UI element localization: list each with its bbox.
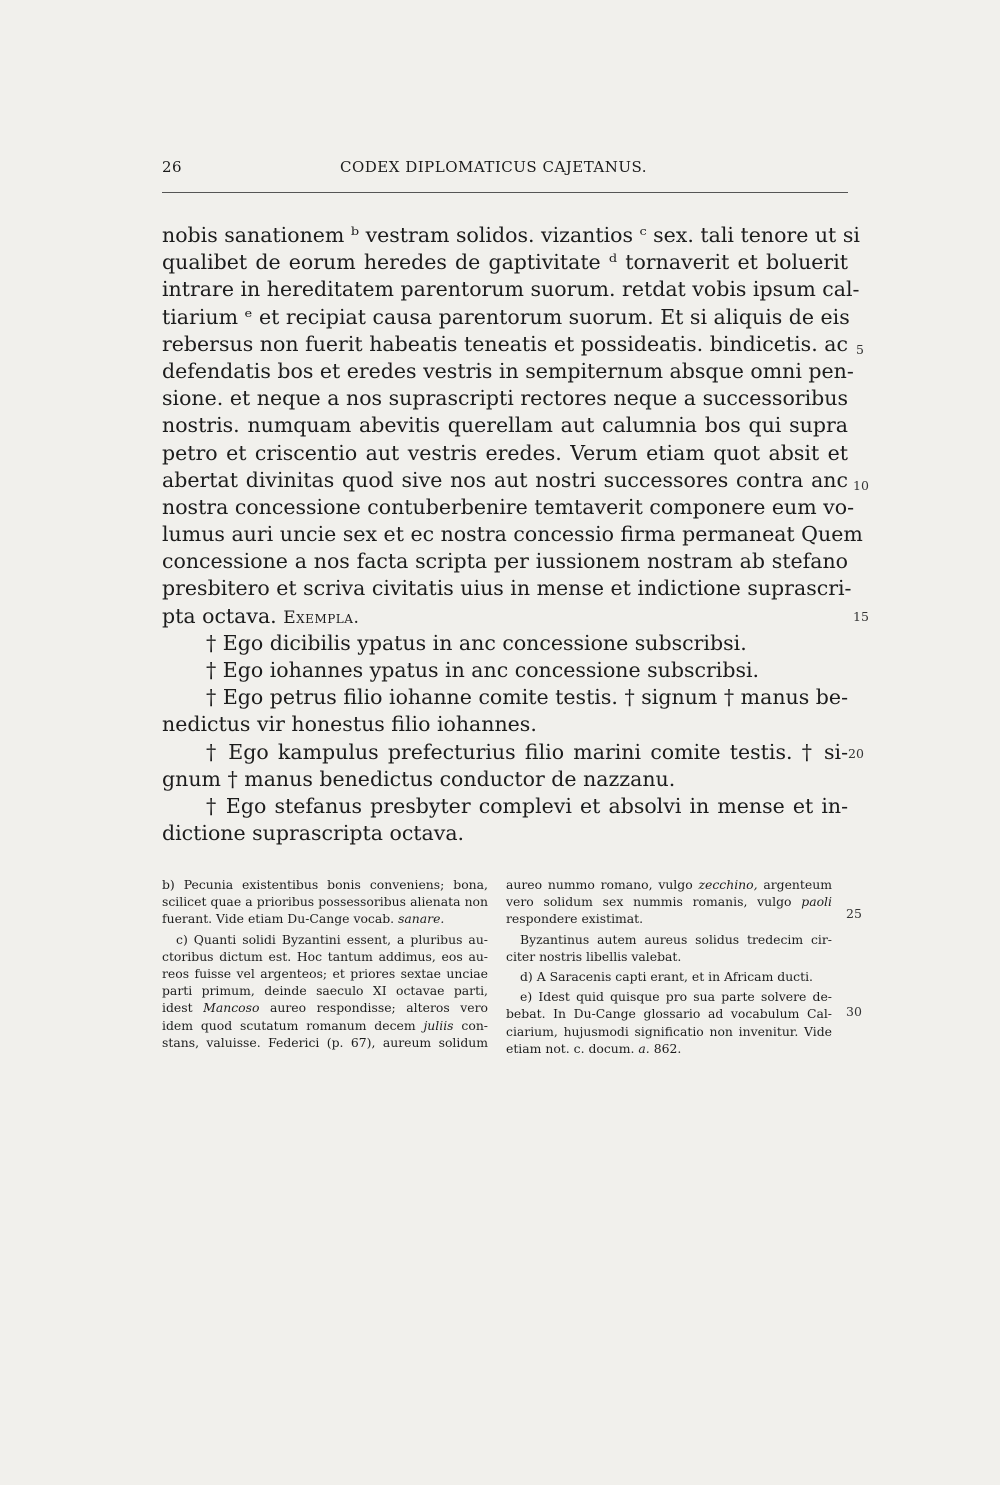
subscription-line: † Ego stefanus presbyter complevi et absolvi in mense et in- <box>206 793 848 818</box>
footnote-line: citer nostris libellis valebat. <box>506 948 682 964</box>
text-line: nobis sanationem ᵇ vestram solidos. vizantios ᶜ sex. tali tenore ut si <box>162 223 860 247</box>
line-number: 20 <box>848 746 864 761</box>
subscription-line: † Ego petrus filio iohanne comite testis. † signum † manus be- <box>206 685 848 710</box>
footnote-line: bebat. In Du-Cange glossario ad vocabulum Cal- <box>506 1006 832 1022</box>
footnote-line <box>506 876 832 893</box>
footnote-line: scilicet quae a prioribus possessoribus alienata non <box>162 894 488 910</box>
footnote-line: reos fuisse vel argenteos; et priores sextae unciae <box>162 965 488 981</box>
footnote-b <box>162 876 488 928</box>
footnote-line-part: con- <box>461 1017 488 1033</box>
footnotes-right-column <box>506 876 832 1060</box>
text-line: nedictus vir honestus filio iohannes. <box>162 712 537 737</box>
line-number: 30 <box>846 1004 862 1019</box>
subscription-line: † Ego dicibilis ypatus in anc concessione subscribsi. <box>206 630 747 655</box>
text-line: qualibet de eorum heredes de gaptivitate ᵈ tornaverit et boluerit <box>162 250 848 275</box>
text-line: rebersus non fuerit habeatis teneatis et possideatis. bindicetis. ac <box>162 331 848 356</box>
footnote-line: ciarium, hujusmodi significatio non invenitur. Vide <box>506 1023 832 1039</box>
line-number: 10 <box>853 478 869 493</box>
subscription-line: † Ego kampulus prefecturius filio marini comite testis. † si- <box>206 739 848 764</box>
footnote-c-continued <box>506 876 832 928</box>
footnote-line: b) Pecunia existentibus bonis conveniens; bona, <box>162 877 488 892</box>
page-number: 26 <box>162 158 183 176</box>
footnote-italic: a. <box>638 1040 650 1056</box>
line-number: 5 <box>856 342 864 357</box>
footnote-line <box>162 999 488 1016</box>
text-line: presbitero et scriva civitatis uius in mense et indictione suprascri- <box>162 576 852 601</box>
footnote-line-part: idem quod scutatum romanum decem <box>162 1017 416 1033</box>
exempla-label: Exempla. <box>283 607 360 628</box>
text-line: gnum † manus benedictus conductor de nazzanu. <box>162 766 676 791</box>
footnote-line-part: fuerant. Vide etiam Du-Cange vocab. <box>162 911 395 927</box>
footnote-line: ctoribus dictum est. Hoc tantum addimus, eos au- <box>162 948 488 964</box>
text-line: tiarium ᵉ et recipiat causa parentorum suorum. Et si aliquis de eis <box>162 304 850 329</box>
text-line: intrare in hereditatem parentorum suorum. retdat vobis ipsum cal- <box>162 277 860 302</box>
footnote-line: Byzantinus autem aureus solidus tredecim cir- <box>520 931 832 947</box>
footnote-line: c) Quanti solidi Byzantini essent, a pluribus au- <box>176 931 488 947</box>
text-line-part: pta octava. <box>162 603 277 628</box>
footnote-line-part: argenteum <box>763 877 832 892</box>
footnote-line-part: idest <box>162 1000 193 1016</box>
footnote-italic: sanare. <box>398 911 445 927</box>
footnote-line: parti primum, deinde saeculo XI octavae parti, <box>162 983 488 999</box>
footnote-line: stans, valuisse. Federici (p. 67), aureum solidum <box>162 1034 488 1050</box>
footnote-line-part: vero solidum sex nummis romanis, vulgo <box>506 894 792 910</box>
footnote-italic: juliis <box>423 1017 454 1033</box>
footnote-line-part: etiam not. c. docum. <box>506 1040 635 1056</box>
footnote-line <box>506 893 832 910</box>
footnote-line <box>162 1017 488 1034</box>
header-rule <box>162 192 848 193</box>
footnote-c-continued-2 <box>506 931 832 965</box>
footnote-c <box>162 931 488 1051</box>
footnote-italic: Mancoso <box>203 1000 260 1016</box>
footnote-line-part: 862. <box>653 1040 682 1056</box>
footnote-italic: paoli <box>801 894 832 910</box>
footnote-line: e) Idest quid quisque pro sua parte solvere de- <box>520 989 832 1005</box>
text-line: abertat divinitas quod sive nos aut nostri successores contra anc <box>162 467 848 492</box>
line-number: 15 <box>853 609 869 624</box>
text-line: dictione suprascripta octava. <box>162 821 465 846</box>
running-title: CODEX DIPLOMATICUS CAJETANUS. <box>340 158 648 176</box>
footnote-line: d) A Saracenis capti erant, et in Africam ducti. <box>520 968 813 984</box>
footnote-line: respondere existimat. <box>506 911 644 927</box>
text-line: nostra concessione contuberbenire temtaverit componere eum vo- <box>162 494 854 519</box>
subscription-line: † Ego iohannes ypatus in anc concessione subscribsi. <box>206 658 760 682</box>
text-line: nostris. numquam abevitis querellam aut calumnia bos qui supra <box>162 413 848 438</box>
footnote-line <box>506 1040 832 1057</box>
footnote-line-part: aureo respondisse; alteros vero <box>269 1000 488 1016</box>
footnote-d <box>506 968 832 985</box>
running-header <box>162 158 846 182</box>
text-line: defendatis bos et eredes vestris in sempiternum absque omni pen- <box>162 358 854 383</box>
text-line: lumus auri uncie sex et ec nostra concessio firma permaneat Quem <box>162 522 863 547</box>
footnote-line <box>162 910 488 927</box>
text-line: petro et criscentio aut vestris eredes. Verum etiam quot absit et <box>162 440 848 465</box>
footnote-e <box>506 988 832 1057</box>
footnote-line-part: aureo nummo romano, vulgo <box>506 877 693 892</box>
footnote-italic: zecchino, <box>698 877 758 892</box>
footnotes-left-column <box>162 876 488 1054</box>
line-number: 25 <box>846 906 862 921</box>
text-line <box>162 603 848 630</box>
text-line: concessione a nos facta scripta per iussionem nostram ab stefano <box>162 549 848 574</box>
text-line: sione. et neque a nos suprascripti rectores neque a successoribus <box>162 386 848 411</box>
